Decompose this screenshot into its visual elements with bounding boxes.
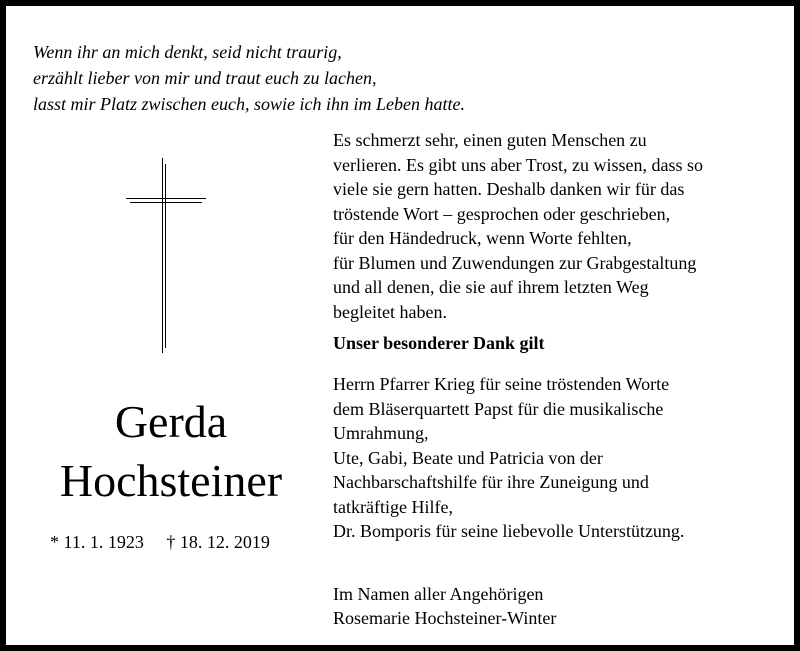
special-thanks-list xyxy=(333,372,684,544)
birth-date: * 11. 1. 1923 xyxy=(50,532,144,552)
special-thanks-line: tatkräftige Hilfe, xyxy=(333,496,453,517)
special-thanks-heading: Unser besonderer Dank gilt xyxy=(333,333,545,353)
signature-line: Im Namen aller Angehörigen xyxy=(333,584,544,604)
thanks-line: für den Händedruck, wenn Worte fehlten, xyxy=(333,228,632,248)
deceased-last-name: Hochsteiner xyxy=(59,455,283,506)
thanks-line: viele sie gern hatten. Deshalb danken wir für das xyxy=(333,179,685,199)
thanks-text xyxy=(333,128,703,324)
special-thanks-line: dem Bläserquartett Papst für die musikalische xyxy=(333,398,664,419)
thanks-line: und all denen, die sie auf ihrem letzten Weg xyxy=(333,277,649,297)
special-thanks-line: Nachbarschaftshilfe für ihre Zuneigung und xyxy=(333,472,649,492)
life-dates xyxy=(50,530,270,554)
poem-line: lasst mir Platz zwischen euch, sowie ich ihn im Leben hatte. xyxy=(33,94,465,114)
special-thanks-line: Ute, Gabi, Beate und Patricia von der xyxy=(333,447,603,468)
deceased-first-name: Gerda xyxy=(114,396,228,447)
special-thanks-line: Dr. Bomporis für seine liebevolle Unterstützung. xyxy=(333,521,685,541)
signature xyxy=(333,582,556,630)
poem-line: Wenn ihr an mich denkt, seid nicht traurig, xyxy=(33,42,342,62)
signature-name: Rosemarie Hochsteiner-Winter xyxy=(333,608,557,628)
poem xyxy=(33,39,465,117)
thanks-line: Es schmerzt sehr, einen guten Menschen zu xyxy=(333,130,647,150)
thanks-line: für Blumen und Zuwendungen zur Grabgestaltung xyxy=(333,252,697,273)
death-date: † 18. 12. 2019 xyxy=(166,532,270,552)
cross-icon xyxy=(126,158,206,353)
special-thanks-line: Herrn Pfarrer Krieg für seine tröstenden Worte xyxy=(333,374,670,394)
special-thanks-line: Umrahmung, xyxy=(333,423,429,443)
thanks-line: verlieren. Es gibt uns aber Trost, zu wissen, dass so xyxy=(333,154,703,175)
poem-line: erzählt lieber von mir und traut euch zu lachen, xyxy=(33,68,377,88)
thanks-line: begleitet haben. xyxy=(333,301,447,322)
thanks-line: tröstende Wort – gesprochen oder geschrieben, xyxy=(333,203,671,224)
